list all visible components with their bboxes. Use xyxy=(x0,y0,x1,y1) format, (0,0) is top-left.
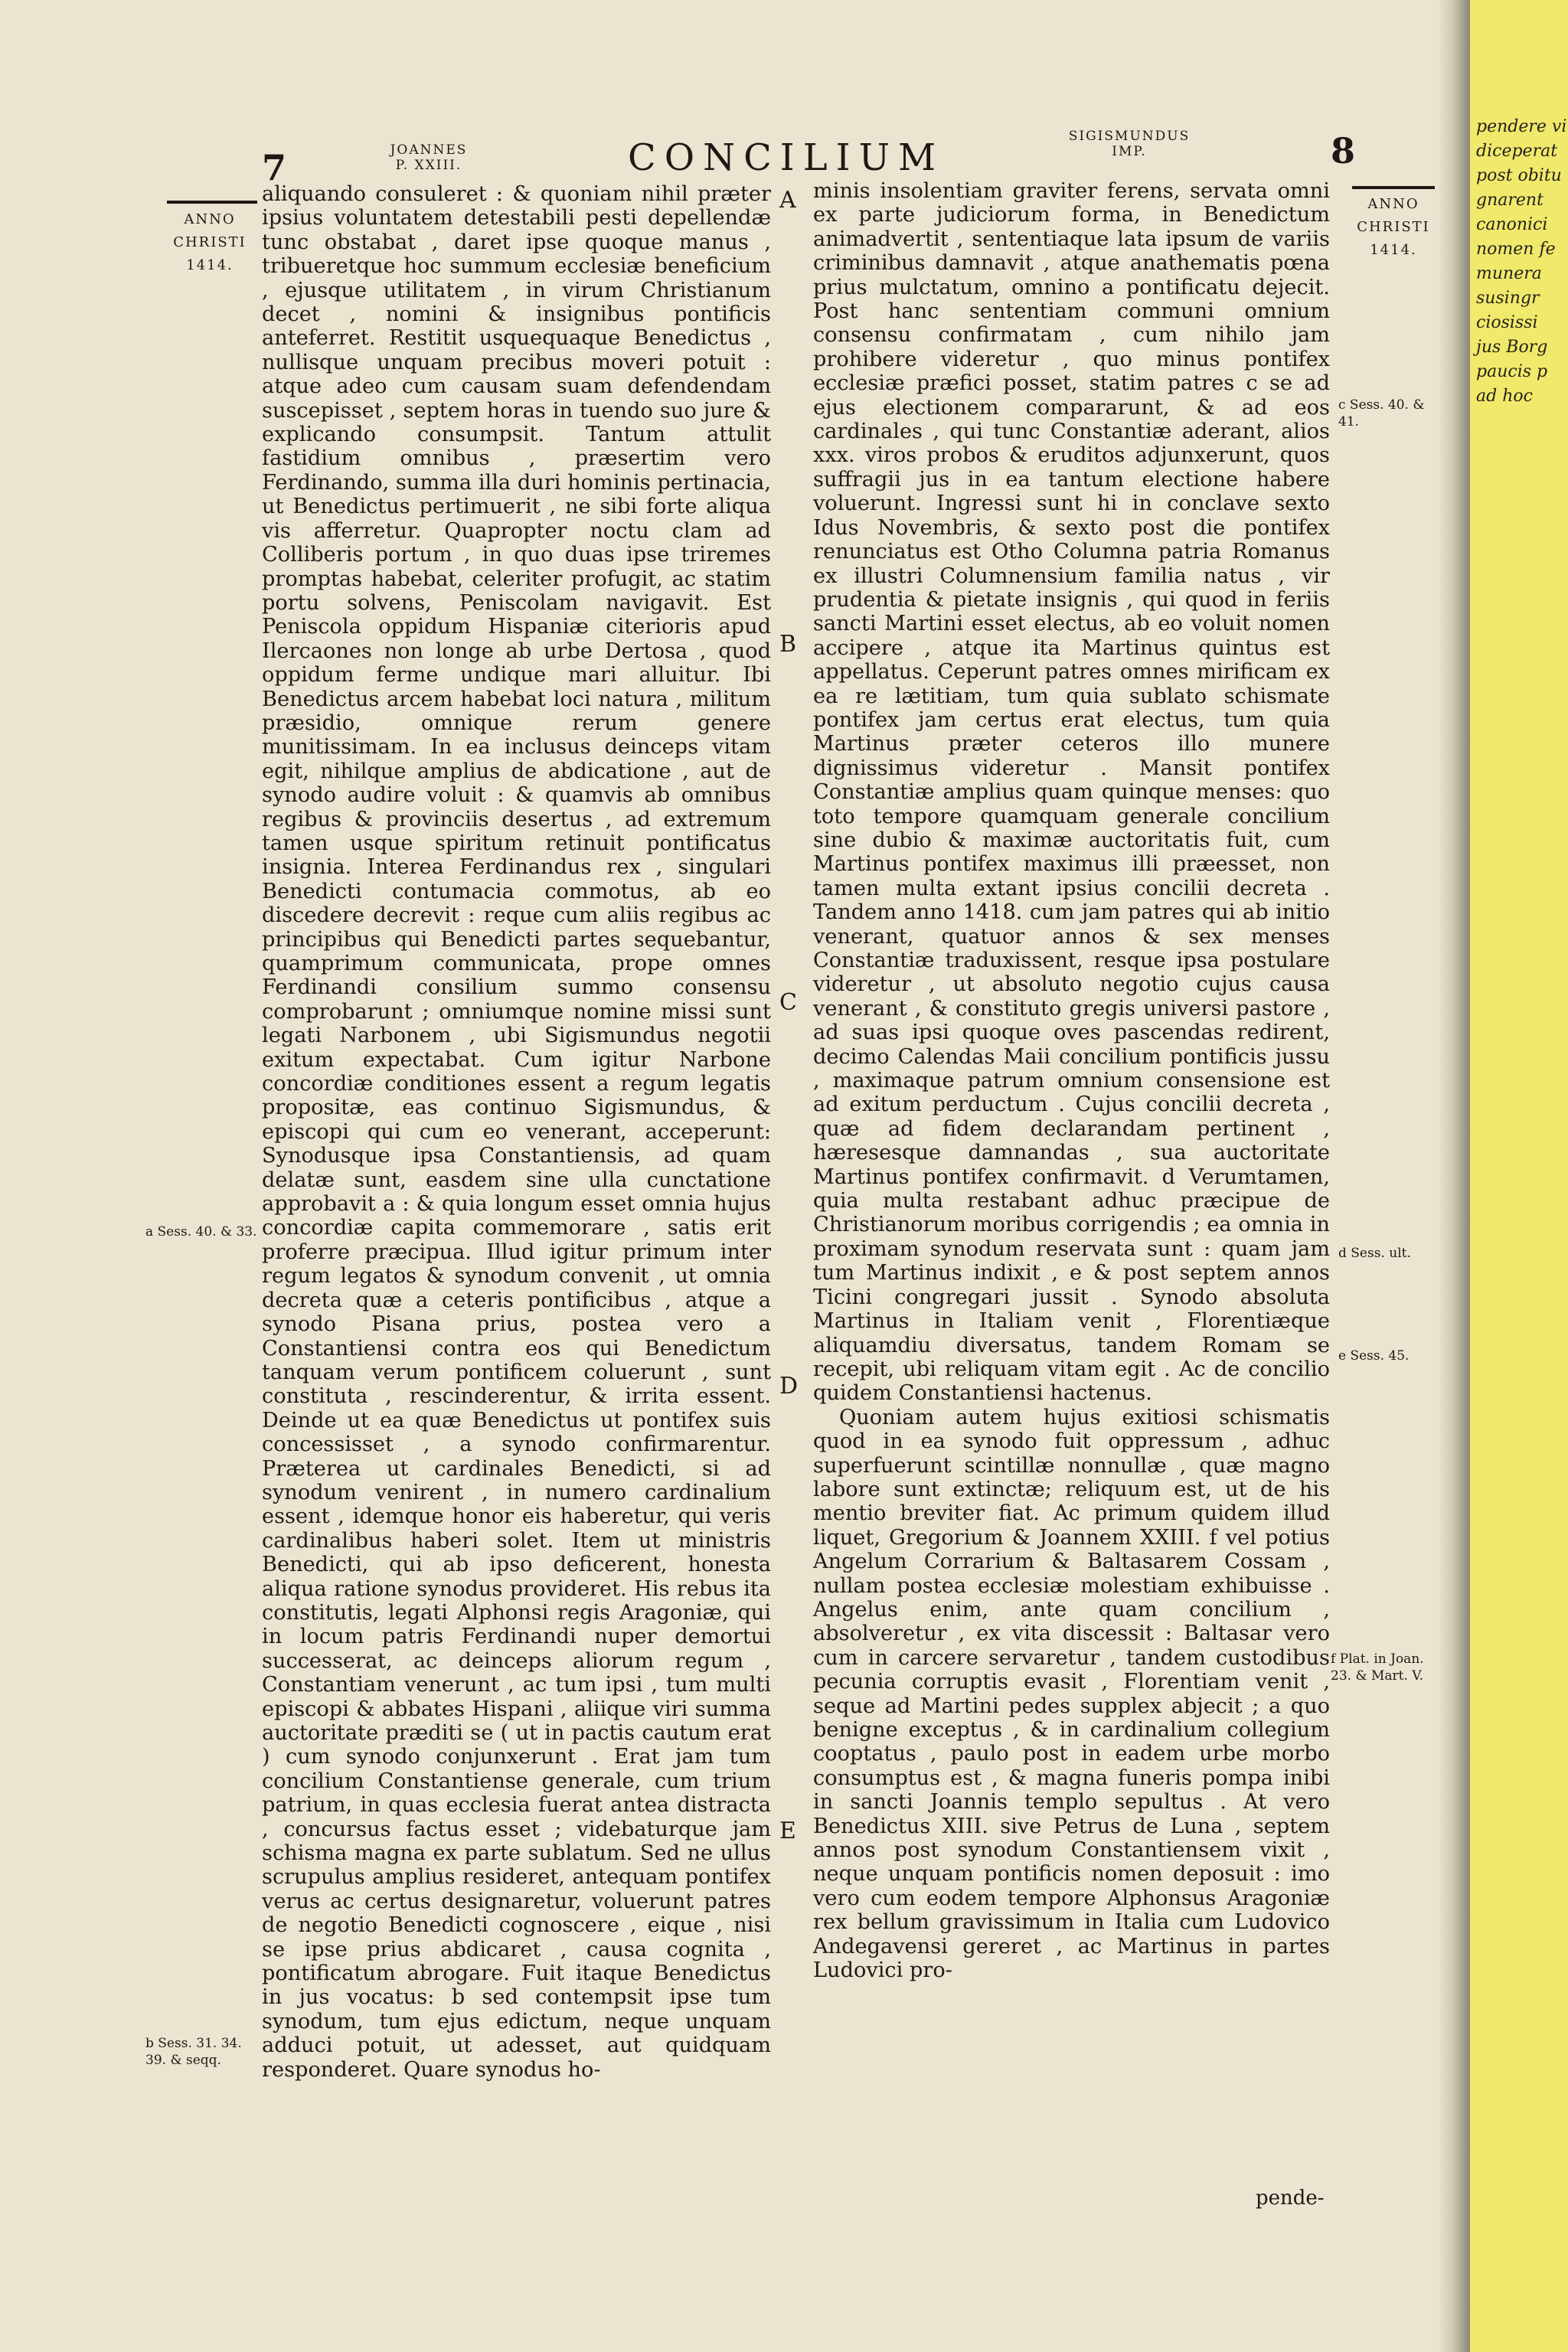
running-head-right-line2: IMP. xyxy=(1112,144,1147,159)
margin-note-b: b Sess. 31. 34. 39. & seqq. xyxy=(145,2036,242,2068)
christi-label-left: CHRISTI xyxy=(173,234,247,250)
margin-note-e: e Sess. 45. xyxy=(1338,1348,1410,1364)
running-head-left xyxy=(383,142,475,173)
margin-note-d: d Sess. ult. xyxy=(1338,1246,1411,1261)
page-number-right: 8 xyxy=(1331,130,1356,172)
next-page-edge xyxy=(1470,0,1568,2352)
running-title: CONCILIUM xyxy=(628,136,945,179)
running-head-right xyxy=(1045,129,1214,159)
year-value-right: 1414. xyxy=(1370,242,1417,258)
right-paragraph: minis insolentiam graviter ferens, servata omni ex parte judiciorum forma, in Benedictum animadvertit , sententiaque lata ipsum de variis criminibus damnavit , atque anathematis pœna prius mulctatum, omnino a pontificatu dejecit. Post hanc sententiam communi omnium consensu confirmatam , cum nihilo jam prohibere videretur , quo minus pontifex ecclesiæ præfici posset, statim patres c se ad ejus electionem compararunt, & ad eos cardinales , qui tunc Constantiæ aderant, alios xxx. viros probos & eruditos adjunxerunt, quos suffragii jus in ea tantum electione habere voluerunt. Ingressi sunt hi in conclave sexto Idus Novembris, & sexto post die pontifex renunciatus est Otho Columna patria Romanus ex illustri Columnensium familia natus , vir prudentia & pietate insignis , qui quod in feriis sancti Martini esset electus, ab eo voluit nomen accipere , atque ita Martinus quintus est appellatus. Ceperunt patres omnes mirificam ex ea re lætitiam, tum quia sublato schismate pontifex jam certus erat electus, tum quia Martinus præter ceteros illo munere dignissimus videretur . Mansit pontifex Constantiæ amplius quam quinque menses: quo toto tempore quamquam generale concilium sine dubio & maximæ auctoritatis fuit, cum Martinus pontifex maximus illi præesset, non tamen multa extant ipsius concilii decreta . Tandem anno 1418. cum jam patres qui ab initio venerant, quatuor annos & sex menses Constantiæ traduxissent, resque ipsa postulare videretur , ut absoluto negotio cujus causa venerant , & constituto gregis universi pastore , ad suas ipsi quoque oves pascendas redirent, decimo Calendas Maii concilium pontificis jussu , maximaque patrum omnium consensione est ad exitum perductum . Cujus concilii decreta , quæ ad fidem declarandam pertinent , hæresesque damnandas , sua auctoritate Martinus pontifex confirmavit. d Verumtamen, quia multa restabant adhuc præcipue de Christianorum moribus corrigendis ; ea omnia in proximam synodum reservata sunt : quam jam tum Martinus indixit , e & post septem annos Ticini congregari jussit . Synodo absoluta Martinus in Italiam venit , Florentiæque aliquamdiu diversatus, tandem Romam se recepit, ubi reliquam vitam egit . Ac de concilio quidem Constantiensi hactenus. xyxy=(813,179,1330,1406)
section-letter-d: D xyxy=(779,1373,799,1400)
gutter-shadow xyxy=(1439,0,1470,2352)
section-letter-a: A xyxy=(779,187,796,214)
anno-label-left: ANNO xyxy=(184,211,236,227)
right-column xyxy=(813,179,1330,1982)
year-rule-left xyxy=(167,201,257,204)
margin-note-f: f Plat. in Joan. 23. & Mart. V. xyxy=(1331,1651,1424,1684)
next-page-fragment: pendere vi diceperat post obitu gnarent canonici nomen fe munera susingr ciosissi jus Borg paucis p ad hoc xyxy=(1476,117,1567,406)
year-value-left: 1414. xyxy=(186,257,234,273)
running-head-right-line1: SIGISMUNDUS xyxy=(1068,129,1191,144)
margin-note-a: a Sess. 40. & 33. xyxy=(145,1224,257,1240)
christi-label-right: CHRISTI xyxy=(1357,219,1430,235)
page-number-left: 7 xyxy=(262,147,287,188)
year-rule-right xyxy=(1352,186,1435,189)
anno-label-right: ANNO xyxy=(1367,196,1419,212)
catchword: pende- xyxy=(1256,2187,1325,2210)
running-head-left-line1: JOANNES xyxy=(390,142,468,158)
year-note-left xyxy=(164,208,256,277)
left-column xyxy=(262,182,771,2082)
year-note-right xyxy=(1346,193,1441,262)
left-paragraph: aliquando consuleret : & quoniam nihil præter ipsius voluntatem detestabili pesti depellendæ tunc obstabat , daret ipse quoque manus , tribueretque hoc summum ecclesiæ beneficium , ejusque utilitatem , in virum Christianum decet , nomini & insignibus pontificis anteferret. Restitit usquequaque Benedictus , nullisque unquam precibus moveri potuit : atque adeo cum causam suam defendendam suscepisset , septem horas in tuendo suo jure & explicando consumpsit. Tantum attulit fastidium omnibus , præsertim vero Ferdinando, summa illa duri hominis pertinacia, ut Benedictus pertimuerit , ne sibi forte aliqua vis afferretur. Quapropter noctu clam ad Colliberis portum , in quo duas ipse triremes promptas habebat, celeriter profugit, ac statim portu solvens, Peniscolam navigavit. Est Peniscola oppidum Hispaniæ citerioris apud Ilercaones non longe ab urbe Dertosa , quod oppidum ferme undique mari alluitur. Ibi Benedictus arcem habebat loci natura , militum præsidio, omnique rerum genere munitissimam. In ea inclusus deinceps vitam egit, nihilque amplius de abdicatione , aut de synodo audire voluit : & quamvis ab omnibus regibus & provinciis desertus , ad extremum tamen usque spiritum retinuit pontificatus insignia. Interea Ferdinandus rex , singulari Benedicti contumacia commotus, ab eo discedere decrevit : reque cum aliis regibus ac principibus qui Benedicti partes sequebantur, quamprimum communicata, prope omnes Ferdinandi consilium summo consensu comprobarunt ; omniumque nomine missi sunt legati Narbonem , ubi Sigismundus negotii exitum expectabat. Cum igitur Narbone concordiæ conditiones essent a regum legatis propositæ, eas continuo Sigismundus, & episcopi qui cum eo venerant, acceperunt: Synodusque ipsa Constantiensis, ad quam delatæ sunt, easdem sine ulla cunctatione approbavit a : & quia longum esset omnia hujus concordiæ capita commemorare , satis erit proferre præcipua. Illud igitur primum inter regum legatos & synodum convenit , ut omnia decreta quæ a ceteris pontificibus , atque a synodo Pisana prius, postea vero a Constantiensi contra eos qui Benedictum tanquam verum pontificem coluerunt , sunt constituta , rescinderentur, & irrita essent. Deinde ut ea quæ Benedictus ut pontifex suis concessisset , a synodo confirmarentur. Præterea ut cardinales Benedicti, si ad synodum venirent , in numero cardinalium essent , idemque honor eis haberetur, qui veris cardinalibus haberi solet. Item ut ministris Benedicti, qui ab ipso deficerent, honesta aliqua ratione synodus provideret. His rebus ita constitutis, legati Alphonsi regis Aragoniæ, qui in locum patris Ferdinandi nuper demortui successerat, ac deinceps aliorum regum , Constantiam venerunt , ac tum ipsi , tum multi episcopi & abbates Hispani , aliique viri summa auctoritate præditi se ( ut in pactis cautum erat ) cum synodo conjunxerunt . Erat jam tum concilium Constantiense generale, cum trium patrium, in quas ecclesia fuerat antea distracta , concursus factus esset ; videbaturque jam schisma magna ex parte sublatum. Sed ne ullus scrupulus amplius resideret, antequam pontifex verus ac certus designaretur, voluerunt patres de negotio Benedicti cognoscere , eique , nisi se ipse prius abdicaret , causa cognita , pontificatum abrogare. Fuit itaque Benedictus in jus vocatus: b sed contempsit ipse tum synodum, tum ejus edictum, neque unquam adduci potuit, ut adesset, aut quidquam responderet. Quare synodus ho- xyxy=(262,182,771,2082)
running-head-left-line2: P. XXIII. xyxy=(395,158,462,173)
section-letter-c: C xyxy=(779,989,797,1016)
section-letter-b: B xyxy=(779,631,797,658)
margin-note-c: c Sess. 40. & 41. xyxy=(1338,397,1425,430)
right-paragraph: Quoniam autem hujus exitiosi schismatis quod in ea synodo fuit oppressum , adhuc superfuerunt scintillæ nonnullæ , quæ magno labore sunt extinctæ; reliquum est, ut de his mentio breviter fiat. Ac primum quidem illud liquet, Gregorium & Joannem XXIII. f vel potius Angelum Corrarium & Baltasarem Cossam , nullam postea ecclesiæ molestiam exhibuisse . Angelus enim, ante quam concilium , absolveretur , ex vita discessit : Baltasar vero cum in carcere servaretur , tandem custodibus pecunia corruptis evasit , Florentiam venit , seque ad Martini pedes supplex abjecit ; a quo benigne exceptus , & in cardinalium collegium cooptatus , paulo post in eadem urbe morbo consumptus est , & magna funeris pompa inibi in sancti Joannis templo sepultus . At vero Benedictus XIII. sive Petrus de Luna , septem annos post synodum Constantiensem vixit , neque unquam pontificis nomen deposuit : imo vero cum eodem tempore Alphonsus Aragoniæ rex bellum gravissimum in Italia cum Ludovico Andegavensi gereret , ac Martinus in partes Ludovici pro- xyxy=(813,1405,1330,1983)
section-letter-e: E xyxy=(779,1818,796,1844)
